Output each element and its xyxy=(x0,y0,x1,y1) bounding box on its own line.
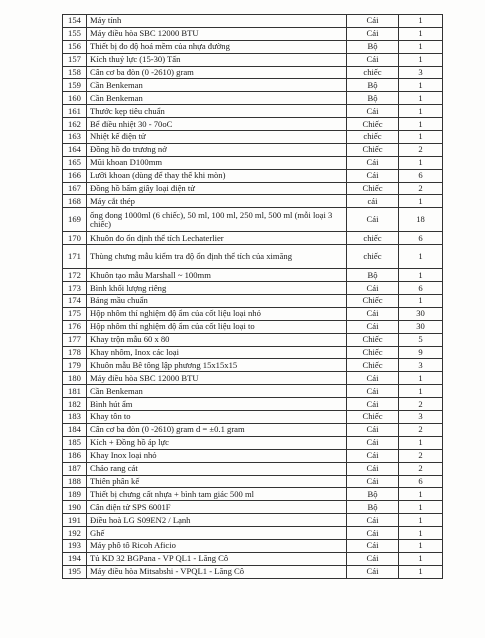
item-unit: Cái xyxy=(347,156,399,169)
item-quantity: 1 xyxy=(399,565,443,578)
item-quantity: 1 xyxy=(399,269,443,282)
item-quantity: 1 xyxy=(399,245,443,269)
item-name: Hộp nhôm thí nghiệm độ ẩm của cốt liệu loại nhỏ xyxy=(87,307,347,320)
table-row xyxy=(63,320,443,333)
row-number: 157 xyxy=(63,53,87,66)
table-row xyxy=(63,565,443,578)
item-unit: Chiếc xyxy=(347,411,399,424)
row-number: 163 xyxy=(63,131,87,144)
table-row xyxy=(63,182,443,195)
equipment-table xyxy=(62,14,443,579)
item-unit: Cái xyxy=(347,15,399,28)
table-row xyxy=(63,92,443,105)
row-number: 158 xyxy=(63,66,87,79)
table-row xyxy=(63,118,443,131)
item-quantity: 2 xyxy=(399,143,443,156)
item-unit: Cái xyxy=(347,475,399,488)
item-name: Đồng hồ đo trương nở xyxy=(87,143,347,156)
table-row xyxy=(63,143,443,156)
equipment-table-body xyxy=(63,15,443,579)
item-name: Nhiệt kế điện tử xyxy=(87,131,347,144)
table-row xyxy=(63,295,443,308)
item-name: Cần Benkeman xyxy=(87,79,347,92)
table-row xyxy=(63,66,443,79)
item-unit: Bộ xyxy=(347,488,399,501)
row-number: 171 xyxy=(63,245,87,269)
item-unit: Cái xyxy=(347,527,399,540)
row-number: 177 xyxy=(63,333,87,346)
table-row xyxy=(63,527,443,540)
table-row xyxy=(63,27,443,40)
item-name: Máy điều hòa Mitsabshi - VPQL1 - Lăng Cô xyxy=(87,565,347,578)
row-number: 194 xyxy=(63,552,87,565)
row-number: 191 xyxy=(63,514,87,527)
item-unit: chiếc xyxy=(347,245,399,269)
item-unit: Bộ xyxy=(347,40,399,53)
row-number: 184 xyxy=(63,423,87,436)
table-row xyxy=(63,79,443,92)
table-row xyxy=(63,462,443,475)
table-row xyxy=(63,105,443,118)
item-unit: Chiếc xyxy=(347,118,399,131)
row-number: 183 xyxy=(63,411,87,424)
item-unit: Chiếc xyxy=(347,333,399,346)
item-unit: Cái xyxy=(347,423,399,436)
item-name: Khay Inox loại nhỏ xyxy=(87,449,347,462)
item-name: Khuôn đo ổn định thể tích Lechaterlier xyxy=(87,232,347,245)
item-name: Máy điều hòa SBC 12000 BTU xyxy=(87,372,347,385)
row-number: 155 xyxy=(63,27,87,40)
row-number: 166 xyxy=(63,169,87,182)
item-quantity: 1 xyxy=(399,79,443,92)
table-row xyxy=(63,156,443,169)
item-name: Thiết bị chưng cất nhựa + bình tam giác 500 ml xyxy=(87,488,347,501)
row-number: 182 xyxy=(63,398,87,411)
item-name: Khay trộn mẫu 60 x 80 xyxy=(87,333,347,346)
item-quantity: 30 xyxy=(399,320,443,333)
item-quantity: 1 xyxy=(399,53,443,66)
item-unit: Chiếc xyxy=(347,359,399,372)
row-number: 193 xyxy=(63,539,87,552)
table-row xyxy=(63,436,443,449)
item-quantity: 6 xyxy=(399,475,443,488)
item-quantity: 1 xyxy=(399,92,443,105)
table-row xyxy=(63,232,443,245)
table-row xyxy=(63,346,443,359)
item-unit: Cái xyxy=(347,27,399,40)
row-number: 168 xyxy=(63,195,87,208)
row-number: 174 xyxy=(63,295,87,308)
table-row xyxy=(63,539,443,552)
item-name: Kích + Đồng hồ áp lực xyxy=(87,436,347,449)
item-name: Máy điều hòa SBC 12000 BTU xyxy=(87,27,347,40)
row-number: 167 xyxy=(63,182,87,195)
item-name: Thùng chưng mẫu kiểm tra độ ổn định thể tích của ximăng xyxy=(87,245,347,269)
row-number: 154 xyxy=(63,15,87,28)
item-quantity: 1 xyxy=(399,372,443,385)
table-row xyxy=(63,449,443,462)
item-unit: Bộ xyxy=(347,79,399,92)
item-name: Bể điều nhiệt 30 - 70oC xyxy=(87,118,347,131)
row-number: 176 xyxy=(63,320,87,333)
table-row xyxy=(63,411,443,424)
item-quantity: 1 xyxy=(399,195,443,208)
item-quantity: 1 xyxy=(399,105,443,118)
item-name: Khuôn mẫu Bê tông lập phương 15x15x15 xyxy=(87,359,347,372)
row-number: 159 xyxy=(63,79,87,92)
item-unit: Bộ xyxy=(347,501,399,514)
row-number: 186 xyxy=(63,449,87,462)
row-number: 172 xyxy=(63,269,87,282)
item-quantity: 2 xyxy=(399,462,443,475)
table-row xyxy=(63,208,443,232)
row-number: 187 xyxy=(63,462,87,475)
row-number: 179 xyxy=(63,359,87,372)
item-unit: Cái xyxy=(347,282,399,295)
item-name: Khay tôn to xyxy=(87,411,347,424)
row-number: 190 xyxy=(63,501,87,514)
item-quantity: 1 xyxy=(399,514,443,527)
item-quantity: 1 xyxy=(399,118,443,131)
item-unit: Cái xyxy=(347,169,399,182)
item-quantity: 6 xyxy=(399,169,443,182)
item-name: Kích thuỷ lực (15-30) Tấn xyxy=(87,53,347,66)
table-row xyxy=(63,398,443,411)
table-row xyxy=(63,307,443,320)
item-name: Máy phô tô Ricoh Aficio xyxy=(87,539,347,552)
row-number: 180 xyxy=(63,372,87,385)
table-row xyxy=(63,423,443,436)
item-unit: Cái xyxy=(347,320,399,333)
row-number: 160 xyxy=(63,92,87,105)
item-name: Máy cắt thép xyxy=(87,195,347,208)
item-name: Khay nhôm, Inox các loại xyxy=(87,346,347,359)
item-quantity: 3 xyxy=(399,411,443,424)
item-quantity: 5 xyxy=(399,333,443,346)
table-row xyxy=(63,552,443,565)
row-number: 188 xyxy=(63,475,87,488)
item-quantity: 2 xyxy=(399,449,443,462)
item-unit: Cái xyxy=(347,307,399,320)
item-quantity: 2 xyxy=(399,398,443,411)
item-quantity: 1 xyxy=(399,27,443,40)
item-quantity: 1 xyxy=(399,552,443,565)
item-name: Máy tính xyxy=(87,15,347,28)
table-row xyxy=(63,514,443,527)
item-name: Khuôn tạo mẫu Marshall ~ 100mm xyxy=(87,269,347,282)
row-number: 181 xyxy=(63,385,87,398)
item-quantity: 1 xyxy=(399,488,443,501)
item-quantity: 18 xyxy=(399,208,443,232)
row-number: 162 xyxy=(63,118,87,131)
row-number: 192 xyxy=(63,527,87,540)
table-row xyxy=(63,501,443,514)
table-row xyxy=(63,282,443,295)
item-name: Cần Benkeman xyxy=(87,385,347,398)
row-number: 161 xyxy=(63,105,87,118)
item-name: Thiết bị đo độ hoá mềm của nhựa đường xyxy=(87,40,347,53)
row-number: 175 xyxy=(63,307,87,320)
row-number: 164 xyxy=(63,143,87,156)
item-quantity: 1 xyxy=(399,295,443,308)
item-unit: Cái xyxy=(347,539,399,552)
item-name: Lưỡi khoan (dùng để thay thế khi mòn) xyxy=(87,169,347,182)
item-unit: Cái xyxy=(347,565,399,578)
item-unit: Bộ xyxy=(347,269,399,282)
table-row xyxy=(63,15,443,28)
item-quantity: 1 xyxy=(399,156,443,169)
item-name: Cân cơ ba đòn (0 -2610) gram xyxy=(87,66,347,79)
item-unit: Cái xyxy=(347,436,399,449)
item-name: Điều hoà LG S09EN2 / Lạnh xyxy=(87,514,347,527)
table-row xyxy=(63,372,443,385)
item-name: Cân điện tử SPS 6001F xyxy=(87,501,347,514)
item-unit: Cái xyxy=(347,462,399,475)
item-name: Cần Benkeman xyxy=(87,92,347,105)
table-row xyxy=(63,53,443,66)
table-row xyxy=(63,40,443,53)
row-number: 189 xyxy=(63,488,87,501)
item-quantity: 1 xyxy=(399,385,443,398)
item-unit: Cái xyxy=(347,372,399,385)
row-number: 165 xyxy=(63,156,87,169)
table-row xyxy=(63,385,443,398)
item-quantity: 6 xyxy=(399,282,443,295)
item-quantity: 2 xyxy=(399,182,443,195)
item-quantity: 3 xyxy=(399,359,443,372)
item-quantity: 1 xyxy=(399,436,443,449)
item-unit: Chiếc xyxy=(347,182,399,195)
item-name: Đồng hồ bấm giây loại điện tử xyxy=(87,182,347,195)
item-name: Bình khối lượng riêng xyxy=(87,282,347,295)
item-unit: Cái xyxy=(347,449,399,462)
item-name: ống đong 1000ml (6 chiếc), 50 ml, 100 ml, 250 ml, 500 ml (mỗi loại 3 chiếc) xyxy=(87,208,347,232)
item-quantity: 1 xyxy=(399,15,443,28)
item-name: Chảo rang cát xyxy=(87,462,347,475)
item-quantity: 1 xyxy=(399,539,443,552)
row-number: 195 xyxy=(63,565,87,578)
item-unit: Cái xyxy=(347,385,399,398)
item-unit: Cái xyxy=(347,53,399,66)
item-quantity: 9 xyxy=(399,346,443,359)
table-row xyxy=(63,245,443,269)
item-quantity: 6 xyxy=(399,232,443,245)
item-unit: Cái xyxy=(347,398,399,411)
item-unit: Chiếc xyxy=(347,143,399,156)
row-number: 170 xyxy=(63,232,87,245)
item-unit: Chiếc xyxy=(347,346,399,359)
item-name: Hộp nhôm thí nghiệm độ ẩm của cốt liệu loại to xyxy=(87,320,347,333)
item-unit: cái xyxy=(347,195,399,208)
table-row xyxy=(63,169,443,182)
row-number: 156 xyxy=(63,40,87,53)
item-unit: Cái xyxy=(347,105,399,118)
row-number: 173 xyxy=(63,282,87,295)
item-quantity: 3 xyxy=(399,66,443,79)
item-quantity: 30 xyxy=(399,307,443,320)
item-name: Bảng mầu chuẩn xyxy=(87,295,347,308)
row-number: 169 xyxy=(63,208,87,232)
item-unit: Cái xyxy=(347,514,399,527)
table-row xyxy=(63,131,443,144)
table-row xyxy=(63,475,443,488)
item-name: Thước kẹp tiêu chuẩn xyxy=(87,105,347,118)
item-name: Cân cơ ba đòn (0 -2610) gram d = ±0.1 gram xyxy=(87,423,347,436)
item-name: Ghế xyxy=(87,527,347,540)
item-quantity: 1 xyxy=(399,131,443,144)
row-number: 185 xyxy=(63,436,87,449)
item-unit: Cái xyxy=(347,552,399,565)
table-row xyxy=(63,195,443,208)
row-number: 178 xyxy=(63,346,87,359)
item-quantity: 2 xyxy=(399,423,443,436)
table-row xyxy=(63,359,443,372)
item-unit: Bộ xyxy=(347,92,399,105)
item-unit: chiếc xyxy=(347,66,399,79)
item-name: Mũi khoan D100mm xyxy=(87,156,347,169)
table-row xyxy=(63,333,443,346)
item-unit: chiếc xyxy=(347,232,399,245)
item-name: Thiên phân kế xyxy=(87,475,347,488)
item-unit: chiếc xyxy=(347,131,399,144)
table-row xyxy=(63,269,443,282)
item-quantity: 1 xyxy=(399,501,443,514)
item-unit: Cái xyxy=(347,208,399,232)
item-quantity: 1 xyxy=(399,527,443,540)
table-row xyxy=(63,488,443,501)
item-unit: Chiếc xyxy=(347,295,399,308)
item-quantity: 1 xyxy=(399,40,443,53)
item-name: Bình hút ẩm xyxy=(87,398,347,411)
item-name: Tủ KD 32 BGPana - VP QL1 - Lăng Cô xyxy=(87,552,347,565)
